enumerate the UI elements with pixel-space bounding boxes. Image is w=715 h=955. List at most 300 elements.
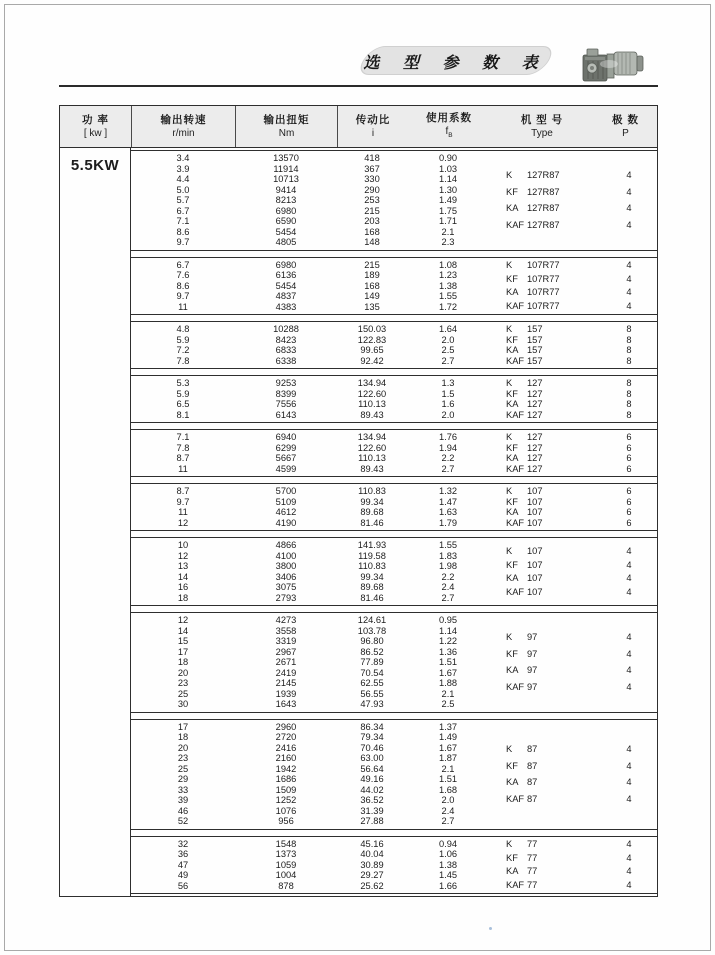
type-row [489, 682, 657, 693]
cell-speed: 23 [177, 678, 189, 688]
cell-torque: 8423 [275, 334, 297, 345]
type-row [489, 866, 657, 877]
cell-ratio: 122.60 [357, 388, 387, 399]
table-row [131, 260, 489, 271]
type-model: 107 [527, 546, 543, 556]
cell-ratio: 31.39 [360, 805, 384, 816]
cell-torque: 4866 [275, 540, 297, 550]
data-rows [131, 430, 489, 476]
cell-factor: 1.55 [438, 291, 458, 301]
cell-speed: 20 [177, 742, 189, 753]
type-model: 87 [527, 793, 538, 804]
cell-ratio: 168 [364, 226, 380, 237]
type-row [489, 507, 657, 518]
cell-speed: 8.1 [176, 409, 190, 420]
cell-torque: 5109 [275, 496, 297, 507]
type-model: 97 [527, 632, 538, 643]
type-column [489, 151, 657, 250]
cell-speed: 4.8 [176, 324, 190, 334]
cell-factor: 2.0 [441, 795, 455, 805]
poles-value: 4 [626, 866, 632, 877]
title-banner [363, 46, 547, 73]
cell-factor: 2.4 [441, 805, 455, 816]
type-prefix: KAF [506, 300, 525, 311]
type-prefix: KAF [506, 879, 525, 890]
cell-torque: 4383 [275, 301, 297, 312]
type-prefix: KAF [506, 409, 525, 420]
cell-factor: 0.90 [438, 153, 458, 163]
cell-factor: 1.66 [438, 880, 458, 891]
cell-factor: 1.3 [441, 378, 455, 388]
cell-torque: 1373 [275, 849, 297, 859]
cell-ratio: 141.93 [357, 540, 387, 550]
cell-torque: 1059 [275, 859, 297, 870]
type-row [489, 378, 657, 389]
cell-speed: 16 [177, 582, 189, 592]
poles-value: 6 [626, 432, 632, 442]
cell-factor: 2.0 [441, 409, 455, 420]
cell-factor: 1.83 [438, 550, 458, 561]
type-model: 97 [527, 665, 538, 676]
poles-value: 4 [626, 573, 632, 583]
cell-factor: 1.51 [438, 657, 458, 667]
cell-speed: 3.4 [176, 153, 190, 163]
cell-ratio: 56.64 [360, 763, 384, 774]
cell-speed: 5.9 [176, 334, 190, 345]
table-block [131, 719, 657, 830]
table-row [131, 753, 489, 764]
table-row [131, 195, 489, 206]
table-block [131, 321, 657, 369]
cell-factor: 1.79 [438, 517, 458, 528]
table-block [131, 836, 657, 895]
cell-factor: 1.72 [438, 301, 458, 312]
table-row [131, 518, 489, 529]
cell-ratio: 215 [364, 259, 380, 270]
cell-torque: 4805 [275, 237, 297, 247]
cell-speed: 18 [177, 732, 189, 742]
cell-speed: 18 [177, 592, 189, 603]
type-prefix: KAF [506, 355, 525, 366]
cell-speed: 9.7 [176, 291, 190, 301]
table-block [131, 150, 657, 251]
cell-factor: 1.64 [438, 324, 458, 334]
cell-factor: 1.37 [438, 721, 458, 732]
cell-torque: 4599 [275, 463, 297, 474]
cell-torque: 8213 [275, 195, 297, 205]
type-row [489, 464, 657, 475]
type-model: 87 [527, 744, 538, 754]
type-row [489, 794, 657, 805]
cell-speed: 39 [177, 795, 189, 805]
type-model: 107 [527, 559, 543, 570]
cell-ratio: 86.34 [360, 721, 384, 732]
cell-ratio: 149 [364, 291, 380, 301]
cell-ratio: 96.80 [360, 636, 384, 646]
table-row [131, 486, 489, 497]
cell-torque: 2720 [275, 732, 297, 742]
data-rows [131, 376, 489, 422]
type-prefix: KA [506, 777, 519, 787]
cell-ratio: 63.00 [360, 753, 384, 763]
cell-torque: 6833 [275, 345, 297, 355]
cell-speed: 33 [177, 784, 189, 795]
type-row [489, 335, 657, 346]
table-row [131, 453, 489, 464]
cell-ratio: 168 [364, 280, 380, 291]
cell-speed: 15 [177, 636, 189, 646]
cell-torque: 5454 [275, 280, 297, 291]
cell-factor: 1.14 [438, 174, 458, 184]
cell-ratio: 122.60 [357, 442, 387, 453]
type-row [489, 260, 657, 271]
table-row [131, 561, 489, 572]
poles-value: 4 [626, 219, 632, 230]
type-prefix: K [506, 324, 513, 334]
cell-speed: 12 [177, 615, 189, 625]
cell-torque: 3800 [275, 561, 297, 571]
table-row [131, 164, 489, 175]
cell-speed: 11 [178, 301, 188, 312]
table-row [131, 443, 489, 454]
type-row [489, 187, 657, 198]
cell-ratio: 92.42 [360, 355, 384, 366]
type-row [489, 880, 657, 891]
type-row [489, 410, 657, 421]
poles-value: 6 [626, 442, 632, 453]
type-model: 97 [527, 648, 538, 659]
cell-factor: 1.49 [438, 195, 458, 205]
cell-factor: 1.38 [438, 859, 458, 870]
cell-torque: 1942 [275, 763, 297, 774]
cell-factor: 1.06 [438, 849, 458, 859]
cell-ratio: 89.68 [360, 507, 384, 517]
table-row [131, 615, 489, 626]
cell-speed: 7.6 [176, 270, 190, 280]
cell-ratio: 47.93 [360, 699, 384, 709]
type-row [489, 665, 657, 676]
cell-speed: 11 [178, 463, 188, 474]
cell-speed: 56 [177, 880, 189, 891]
table-row [131, 678, 489, 689]
cell-torque: 3319 [275, 636, 297, 646]
cell-factor: 2.1 [441, 688, 455, 699]
cell-torque: 6338 [275, 355, 297, 366]
cell-speed: 11 [178, 507, 188, 517]
cell-factor: 2.4 [441, 582, 455, 592]
cell-ratio: 45.16 [360, 838, 384, 849]
cell-torque: 5454 [275, 226, 297, 237]
cell-speed: 8.6 [176, 226, 190, 237]
cell-speed: 20 [177, 667, 189, 678]
type-prefix: KAF [506, 793, 525, 804]
table-row [131, 806, 489, 817]
cell-factor: 1.22 [438, 636, 458, 646]
cell-factor: 1.49 [438, 732, 458, 742]
cell-ratio: 89.43 [360, 463, 384, 474]
data-blocks [131, 148, 657, 897]
type-column [489, 430, 657, 476]
table-block [131, 375, 657, 423]
cell-speed: 7.2 [176, 345, 190, 355]
table-block [131, 429, 657, 477]
cell-speed: 6.5 [176, 399, 190, 409]
type-row [489, 777, 657, 788]
cell-factor: 1.47 [438, 496, 458, 507]
table-row [131, 507, 489, 518]
cell-torque: 2960 [275, 721, 297, 732]
table-block [131, 483, 657, 531]
cell-speed: 47 [177, 859, 189, 870]
table-row [131, 689, 489, 700]
table-row [131, 281, 489, 292]
table-row [131, 206, 489, 217]
type-model: 107R77 [527, 287, 560, 298]
type-row [489, 649, 657, 660]
poles-value: 8 [626, 399, 632, 409]
type-prefix: KAF [506, 219, 525, 230]
cell-factor: 1.5 [441, 388, 455, 399]
cell-factor: 2.2 [441, 571, 455, 582]
type-column [489, 538, 657, 605]
poles-value: 6 [626, 463, 632, 474]
cell-factor: 1.55 [438, 540, 458, 550]
type-model: 107 [527, 507, 543, 517]
cell-ratio: 367 [364, 163, 380, 174]
type-model: 107 [527, 517, 543, 528]
type-prefix: KF [506, 760, 518, 771]
cell-ratio: 110.83 [358, 486, 386, 496]
cell-ratio: 134.94 [357, 432, 387, 442]
poles-value: 4 [626, 273, 632, 284]
cell-torque: 3406 [275, 571, 297, 582]
cell-torque: 5700 [275, 486, 297, 496]
cell-ratio: 148 [364, 237, 380, 247]
type-model: 127 [527, 378, 543, 388]
poles-value: 4 [626, 879, 632, 890]
cell-factor: 2.1 [441, 226, 455, 237]
type-column [489, 837, 657, 894]
type-model: 127 [527, 399, 543, 409]
poles-value: 8 [626, 345, 632, 355]
cell-speed: 7.8 [176, 355, 190, 366]
cell-torque: 13570 [273, 153, 299, 163]
cell-speed: 5.7 [176, 195, 190, 205]
type-prefix: K [506, 170, 513, 181]
table-row [131, 345, 489, 356]
cell-speed: 7.1 [176, 216, 190, 226]
type-model: 107 [527, 573, 543, 583]
table-row [131, 302, 489, 313]
cell-ratio: 215 [364, 205, 380, 216]
table-row [131, 699, 489, 710]
poles-value: 4 [626, 648, 632, 659]
cell-torque: 6980 [275, 205, 297, 216]
cell-speed: 7.1 [176, 432, 190, 442]
table-row [131, 270, 489, 281]
cell-ratio: 89.68 [360, 582, 384, 592]
poles-value: 8 [626, 355, 632, 366]
cell-factor: 1.67 [438, 667, 458, 678]
table-row [131, 743, 489, 754]
cell-torque: 4100 [275, 550, 297, 561]
type-prefix: KF [506, 496, 518, 507]
cell-factor: 2.0 [441, 334, 455, 345]
cell-torque: 4190 [275, 517, 297, 528]
type-column [489, 376, 657, 422]
type-prefix: KAF [506, 517, 525, 528]
table-row [131, 464, 489, 475]
type-model: 107 [527, 486, 543, 496]
parameter-table [59, 105, 658, 897]
header-type: 机 型 号 Type [520, 113, 564, 139]
cell-torque: 1509 [275, 784, 297, 795]
type-prefix: KA [506, 399, 519, 409]
cell-factor: 0.94 [438, 838, 458, 849]
cell-speed: 25 [177, 688, 189, 699]
table-header [60, 106, 657, 148]
table-block [131, 257, 657, 316]
table-row [131, 860, 489, 871]
cell-torque: 1643 [275, 699, 297, 709]
cell-torque: 10288 [273, 324, 299, 334]
cell-ratio: 62.55 [360, 678, 384, 688]
type-model: 107R77 [527, 273, 560, 284]
cell-factor: 1.08 [438, 259, 458, 270]
cell-ratio: 110.13 [358, 453, 386, 463]
type-model: 107R77 [527, 260, 560, 271]
table-row [131, 389, 489, 400]
cell-torque: 6136 [275, 270, 297, 280]
table-row [131, 237, 489, 248]
cell-speed: 32 [177, 838, 189, 849]
cell-speed: 7.8 [176, 442, 190, 453]
table-row [131, 849, 489, 860]
cell-speed: 29 [177, 774, 189, 784]
type-prefix: KA [506, 507, 519, 517]
power-column [60, 148, 131, 897]
poles-value: 8 [626, 409, 632, 420]
poles-value: 4 [626, 777, 632, 787]
type-model: 77 [527, 866, 538, 877]
type-prefix: KF [506, 559, 518, 570]
cell-ratio: 99.34 [360, 496, 384, 507]
type-model: 77 [527, 852, 538, 863]
cell-factor: 2.2 [441, 453, 455, 463]
cell-ratio: 253 [364, 195, 380, 205]
cell-ratio: 81.46 [360, 517, 384, 528]
cell-factor: 1.32 [438, 486, 458, 496]
type-prefix: K [506, 839, 513, 850]
cell-ratio: 89.43 [360, 409, 384, 420]
cell-speed: 17 [177, 646, 189, 657]
cell-ratio: 135 [364, 301, 380, 312]
type-column [489, 613, 657, 712]
gearmotor-photo-icon [582, 44, 646, 84]
cell-speed: 8.6 [176, 280, 190, 291]
poles-value: 4 [626, 760, 632, 771]
header-speed: 输出转速 r/min [132, 106, 236, 147]
type-prefix: KF [506, 334, 518, 345]
type-row [489, 203, 657, 214]
cell-speed: 49 [177, 870, 189, 880]
cell-ratio: 56.55 [360, 688, 384, 699]
type-prefix: KF [506, 648, 518, 659]
type-prefix: KA [506, 866, 519, 877]
type-row [489, 632, 657, 643]
cell-speed: 14 [177, 571, 189, 582]
data-rows [131, 538, 489, 605]
table-row [131, 582, 489, 593]
cell-torque: 2671 [275, 657, 297, 667]
cell-factor: 1.6 [441, 399, 455, 409]
cell-torque: 878 [278, 880, 294, 891]
type-prefix: K [506, 260, 513, 271]
cell-factor: 2.7 [441, 816, 455, 826]
cell-factor: 1.75 [438, 205, 458, 216]
cell-torque: 6143 [275, 409, 297, 420]
poles-value: 8 [626, 324, 632, 334]
poles-value: 4 [626, 681, 632, 692]
cell-ratio: 36.52 [360, 795, 384, 805]
type-prefix: KA [506, 453, 519, 463]
cell-torque: 1686 [275, 774, 297, 784]
type-row [489, 587, 657, 598]
cell-factor: 1.67 [438, 742, 458, 753]
cell-ratio: 70.54 [360, 667, 384, 678]
header-ratio: 传动比 i [355, 113, 391, 139]
cell-ratio: 99.65 [360, 345, 384, 355]
cell-factor: 1.71 [438, 216, 458, 226]
table-row [131, 795, 489, 806]
cell-factor: 1.68 [438, 784, 458, 795]
poles-value: 4 [626, 632, 632, 643]
type-row [489, 345, 657, 356]
type-prefix: K [506, 744, 513, 754]
cell-ratio: 134.94 [357, 378, 387, 388]
type-model: 107R77 [527, 300, 560, 311]
table-row [131, 732, 489, 743]
type-prefix: K [506, 632, 513, 643]
type-model: 127 [527, 463, 543, 474]
cell-factor: 1.30 [438, 184, 458, 195]
cell-ratio: 40.04 [360, 849, 384, 859]
cell-speed: 18 [177, 657, 189, 667]
cell-factor: 0.95 [438, 615, 458, 625]
type-model: 127R87 [527, 219, 560, 230]
type-model: 127R87 [527, 203, 560, 214]
table-row [131, 540, 489, 551]
poles-value: 4 [626, 744, 632, 754]
page-title: 选 型 参 数 表 [363, 53, 547, 72]
type-model: 127 [527, 388, 543, 399]
header-power: 功 率 [ kw ] [60, 106, 132, 147]
cell-ratio: 99.34 [360, 571, 384, 582]
cell-torque: 11914 [273, 163, 299, 174]
poles-value: 4 [626, 839, 632, 850]
table-row [131, 774, 489, 785]
poles-value: 4 [626, 665, 632, 676]
type-row [489, 399, 657, 410]
type-model: 157 [527, 355, 543, 366]
cell-ratio: 25.62 [360, 880, 384, 891]
table-row [131, 399, 489, 410]
type-row [489, 389, 657, 400]
cell-torque: 2967 [275, 646, 297, 657]
cell-factor: 2.5 [441, 699, 455, 709]
poles-value: 6 [626, 453, 632, 463]
data-rows [131, 258, 489, 315]
